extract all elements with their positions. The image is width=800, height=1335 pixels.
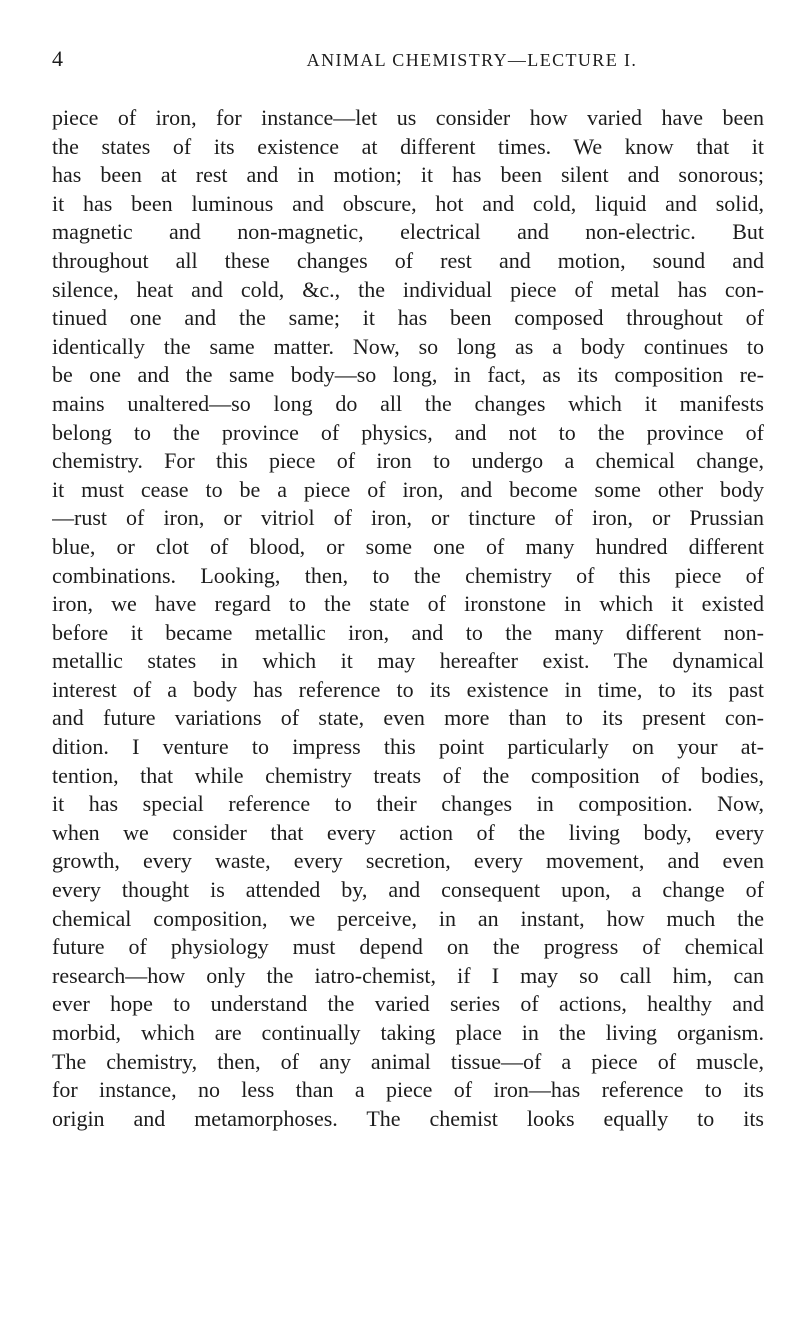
page-header [52,46,764,76]
text-line: future of physiology must depend on the progress of chemical [52,934,764,960]
text-line: interest of a body has reference to its existence in time, to its past [52,676,764,702]
body-text [52,104,764,1133]
text-line: tention, that while chemistry treats of the composition of bodies, [52,762,764,788]
text-line: when we consider that every action of the living body, every [52,819,764,845]
text-line: ever hope to understand the varied series of actions, healthy and [52,991,764,1017]
text-line: chemistry. For this piece of iron to undergo a chemical change, [52,448,764,474]
text-line: the states of its existence at different times. We know that it [52,133,764,159]
text-line: before it became metallic iron, and to the many different non- [52,619,764,645]
text-line: has been at rest and in motion; it has been silent and sonorous; [52,162,764,188]
text-line: combinations. Looking, then, to the chemistry of this piece of [52,562,764,588]
text-line: dition. I venture to impress this point particularly on your at- [52,734,764,760]
text-line: mains unaltered—so long do all the changes which it manifests [52,390,764,416]
text-line: for instance, no less than a piece of iron—has reference to its [52,1077,764,1103]
text-line: it has been luminous and obscure, hot and cold, liquid and solid, [52,190,764,216]
text-line: belong to the province of physics, and not to the province of [52,419,764,445]
text-line: throughout all these changes of rest and motion, sound and [52,247,764,273]
text-line: every thought is attended by, and consequent upon, a change of [52,877,764,903]
running-head: ANIMAL CHEMISTRY—LECTURE I. [306,50,638,70]
text-line: it must cease to be a piece of iron, and become some other body [52,476,764,502]
text-line: metallic states in which it may hereafter exist. The dynamical [52,648,764,674]
text-line: morbid, which are continually taking place in the living organism. [52,1020,764,1045]
text-line: research—how only the iatro-chemist, if I may so call him, can [52,962,764,988]
text-line: chemical composition, we perceive, in an instant, how much the [52,905,764,931]
text-line: growth, every waste, every secretion, every movement, and even [52,848,764,874]
text-line: silence, heat and cold, &c., the individual piece of metal has con- [52,276,764,302]
text-line: it has special reference to their changes in composition. Now, [52,791,764,817]
text-line: piece of iron, for instance—let us consider how varied have been [52,105,764,130]
text-line: tinued one and the same; it has been composed throughout of [52,305,764,331]
text-line: magnetic and non-magnetic, electrical and non-electric. But [52,219,764,245]
text-line: origin and metamorphoses. The chemist looks equally to its [52,1105,764,1131]
text-line: blue, or clot of blood, or some one of many hundred different [52,533,764,559]
text-line: be one and the same body—so long, in fact, as its composition re- [52,362,764,388]
text-line: and future variations of state, even more than to its present con- [52,705,764,731]
text-line: The chemistry, then, of any animal tissue—of a piece of muscle, [52,1048,764,1074]
page-number: 4 [52,46,63,71]
text-line: —rust of iron, or vitriol of iron, or tincture of iron, or Prussian [52,505,764,531]
text-line: identically the same matter. Now, so long as a body continues to [52,333,764,359]
text-line: iron, we have regard to the state of ironstone in which it existed [52,591,764,617]
